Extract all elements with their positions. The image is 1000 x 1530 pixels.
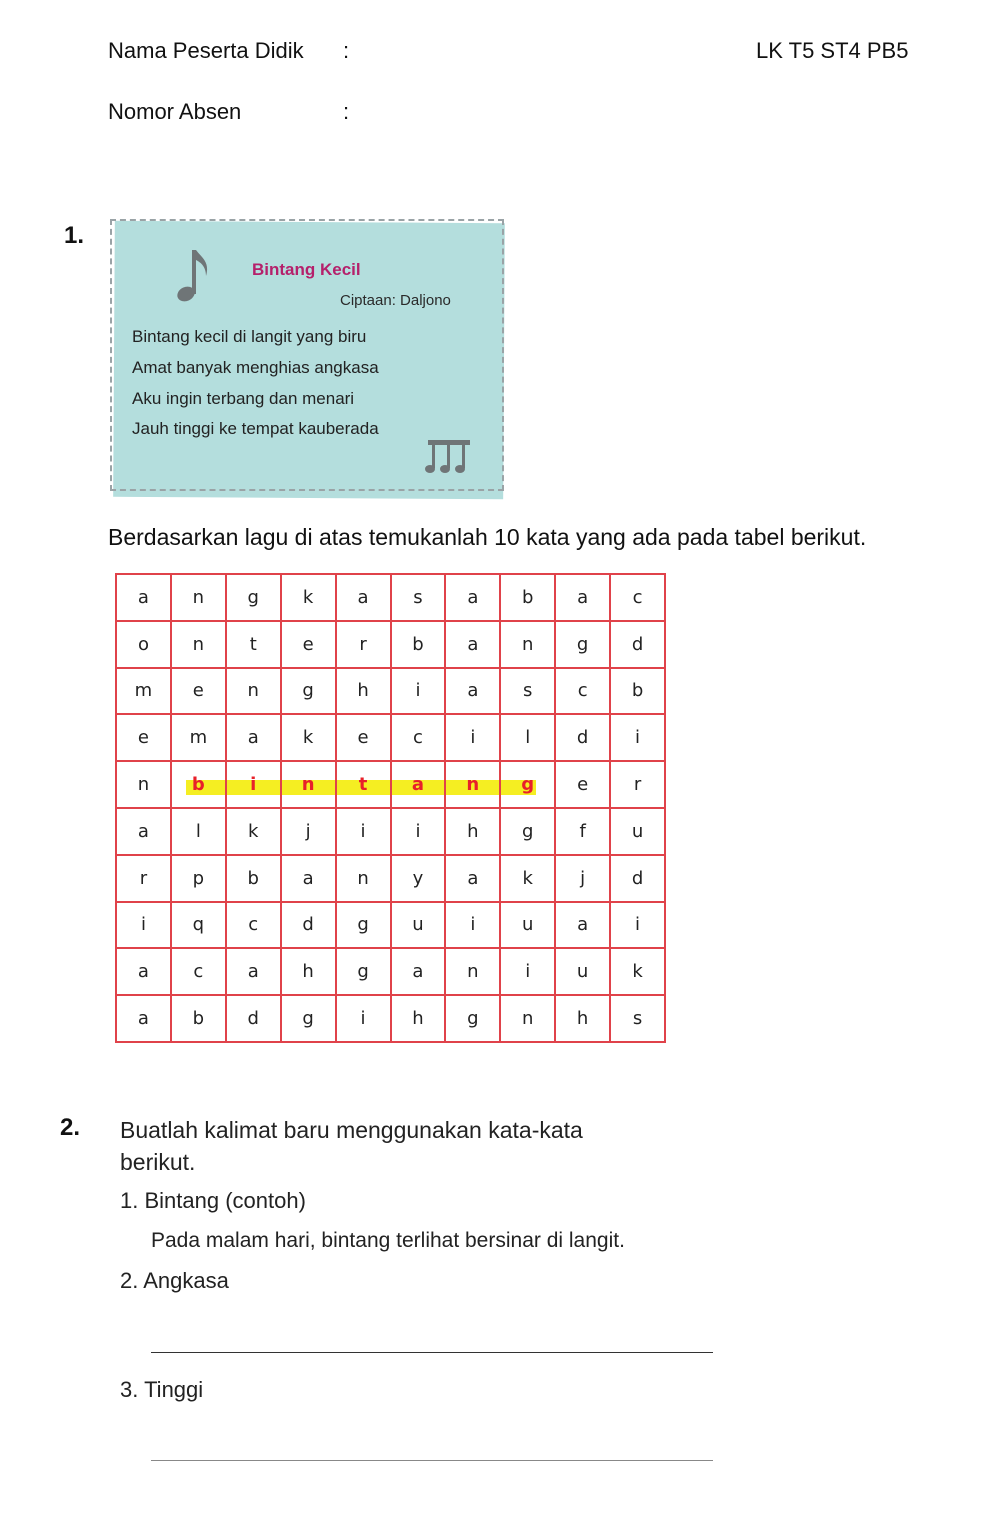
grid-cell-r7-c5[interactable]: n: [336, 855, 391, 902]
grid-cell-r10-c6[interactable]: h: [391, 995, 446, 1042]
grid-cell-r2-c7[interactable]: a: [445, 621, 500, 668]
worksheet-code: LK T5 ST4 PB5: [756, 38, 909, 63]
grid-cell-r8-c10[interactable]: i: [610, 902, 665, 949]
grid-cell-r9-c10[interactable]: k: [610, 948, 665, 995]
grid-cell-r7-c1[interactable]: r: [116, 855, 171, 902]
item-1-label: 1. Bintang (contoh): [120, 1188, 306, 1213]
grid-cell-r5-c5[interactable]: t: [336, 761, 391, 808]
grid-cell-r2-c1[interactable]: o: [116, 621, 171, 668]
music-note-icon: [170, 244, 212, 308]
grid-cell-r1-c1[interactable]: a: [116, 574, 171, 621]
grid-cell-r2-c9[interactable]: g: [555, 621, 610, 668]
grid-cell-r4-c4[interactable]: k: [281, 714, 336, 761]
grid-cell-r8-c8[interactable]: u: [500, 902, 555, 949]
lyric-line-1: Bintang kecil di langit yang biru: [132, 327, 367, 346]
word-search-grid: [115, 573, 666, 1043]
grid-cell-r1-c10[interactable]: c: [610, 574, 665, 621]
grid-cell-r3-c4[interactable]: g: [281, 668, 336, 715]
grid-cell-r2-c6[interactable]: b: [391, 621, 446, 668]
grid-cell-r2-c3[interactable]: t: [226, 621, 281, 668]
grid-cell-r6-c1[interactable]: a: [116, 808, 171, 855]
grid-cell-r8-c9[interactable]: a: [555, 902, 610, 949]
grid-cell-r4-c9[interactable]: d: [555, 714, 610, 761]
grid-cell-r8-c6[interactable]: u: [391, 902, 446, 949]
item-3-label: 3. Tinggi: [120, 1377, 204, 1402]
grid-cell-r2-c4[interactable]: e: [281, 621, 336, 668]
grid-cell-r8-c7[interactable]: i: [445, 902, 500, 949]
lyric-line-3: Aku ingin terbang dan menari: [132, 389, 355, 408]
grid-cell-r1-c8[interactable]: b: [500, 574, 555, 621]
student-name-label: Nama Peserta Didik: [108, 38, 304, 63]
grid-cell-r6-c2[interactable]: l: [171, 808, 226, 855]
grid-cell-r10-c7[interactable]: g: [445, 995, 500, 1042]
grid-cell-r7-c2[interactable]: p: [171, 855, 226, 902]
grid-cell-r3-c2[interactable]: e: [171, 668, 226, 715]
grid-cell-r1-c5[interactable]: a: [336, 574, 391, 621]
question-2-prompt-line-2: berikut.: [120, 1149, 196, 1175]
grid-cell-r10-c3[interactable]: d: [226, 995, 281, 1042]
grid-cell-r9-c6[interactable]: a: [391, 948, 446, 995]
grid-cell-r10-c2[interactable]: b: [171, 995, 226, 1042]
grid-cell-r4-c1[interactable]: e: [116, 714, 171, 761]
grid-cell-r8-c2[interactable]: q: [171, 902, 226, 949]
grid-cell-r9-c1[interactable]: a: [116, 948, 171, 995]
grid-cell-r6-c7[interactable]: h: [445, 808, 500, 855]
grid-cell-r8-c1[interactable]: i: [116, 902, 171, 949]
grid-cell-r4-c3[interactable]: a: [226, 714, 281, 761]
grid-cell-r4-c5[interactable]: e: [336, 714, 391, 761]
grid-cell-r1-c7[interactable]: a: [445, 574, 500, 621]
grid-cell-r1-c6[interactable]: s: [391, 574, 446, 621]
grid-cell-r4-c2[interactable]: m: [171, 714, 226, 761]
grid-cell-r5-c9[interactable]: e: [555, 761, 610, 808]
grid-cell-r6-c8[interactable]: g: [500, 808, 555, 855]
lyric-line-4: Jauh tinggi ke tempat kauberada: [132, 419, 379, 438]
grid-cell-r7-c4[interactable]: a: [281, 855, 336, 902]
student-name-colon: :: [343, 38, 350, 63]
grid-cell-r6-c6[interactable]: i: [391, 808, 446, 855]
grid-cell-r3-c6[interactable]: i: [391, 668, 446, 715]
grid-cell-r3-c9[interactable]: c: [555, 668, 610, 715]
grid-cell-r5-c10[interactable]: r: [610, 761, 665, 808]
grid-cell-r7-c7[interactable]: a: [445, 855, 500, 902]
grid-cell-r4-c10[interactable]: i: [610, 714, 665, 761]
grid-cell-r10-c10[interactable]: s: [610, 995, 665, 1042]
grid-cell-r3-c1[interactable]: m: [116, 668, 171, 715]
song-title: Bintang Kecil: [252, 260, 361, 279]
grid-cell-r2-c2[interactable]: n: [171, 621, 226, 668]
grid-cell-r5-c8[interactable]: g: [500, 761, 555, 808]
lyric-line-2: Amat banyak menghias angkasa: [132, 358, 379, 377]
song-author: Ciptaan: Daljono: [340, 292, 451, 309]
grid-cell-r4-c7[interactable]: i: [445, 714, 500, 761]
grid-cell-r6-c9[interactable]: f: [555, 808, 610, 855]
item-1-example-sentence: Pada malam hari, bintang terlihat bersinar di langit.: [151, 1229, 625, 1252]
grid-cell-r10-c1[interactable]: a: [116, 995, 171, 1042]
grid-cell-r9-c4[interactable]: h: [281, 948, 336, 995]
item-3-answer-line[interactable]: [151, 1460, 713, 1461]
grid-cell-r1-c9[interactable]: a: [555, 574, 610, 621]
grid-cell-r6-c10[interactable]: u: [610, 808, 665, 855]
grid-cell-r9-c9[interactable]: u: [555, 948, 610, 995]
question-2-number: 2.: [60, 1114, 81, 1141]
grid-cell-r3-c3[interactable]: n: [226, 668, 281, 715]
grid-cell-r9-c8[interactable]: i: [500, 948, 555, 995]
grid-cell-r1-c2[interactable]: n: [171, 574, 226, 621]
grid-cell-r6-c5[interactable]: i: [336, 808, 391, 855]
grid-cell-r3-c7[interactable]: a: [445, 668, 500, 715]
grid-cell-r5-c7[interactable]: n: [445, 761, 500, 808]
grid-cell-r10-c5[interactable]: i: [336, 995, 391, 1042]
item-2-label: 2. Angkasa: [120, 1268, 229, 1293]
grid-cell-r10-c9[interactable]: h: [555, 995, 610, 1042]
grid-cell-r7-c9[interactable]: j: [555, 855, 610, 902]
grid-cell-r10-c4[interactable]: g: [281, 995, 336, 1042]
grid-cell-r7-c3[interactable]: b: [226, 855, 281, 902]
question-1-number: 1.: [64, 222, 85, 249]
absence-number-label: Nomor Absen: [108, 99, 242, 124]
grid-cell-r7-c6[interactable]: y: [391, 855, 446, 902]
grid-cell-r9-c5[interactable]: g: [336, 948, 391, 995]
grid-cell-r9-c3[interactable]: a: [226, 948, 281, 995]
grid-cell-r5-c4[interactable]: n: [281, 761, 336, 808]
grid-cell-r4-c8[interactable]: l: [500, 714, 555, 761]
grid-cell-r5-c1[interactable]: n: [116, 761, 171, 808]
grid-cell-r8-c3[interactable]: c: [226, 902, 281, 949]
grid-cell-r3-c5[interactable]: h: [336, 668, 391, 715]
grid-cell-r4-c6[interactable]: c: [391, 714, 446, 761]
grid-cell-r5-c2[interactable]: b: [171, 761, 226, 808]
grid-cell-r7-c8[interactable]: k: [500, 855, 555, 902]
grid-cell-r6-c4[interactable]: j: [281, 808, 336, 855]
absence-number-colon: :: [343, 99, 350, 124]
grid-cell-r8-c5[interactable]: g: [336, 902, 391, 949]
grid-cell-r10-c8[interactable]: n: [500, 995, 555, 1042]
grid-cell-r5-c6[interactable]: a: [391, 761, 446, 808]
item-2-answer-line[interactable]: [151, 1352, 713, 1353]
grid-cell-r7-c10[interactable]: d: [610, 855, 665, 902]
question-2-prompt-line-1: Buatlah kalimat baru menggunakan kata-kata: [120, 1117, 583, 1143]
grid-cell-r9-c2[interactable]: c: [171, 948, 226, 995]
grid-cell-r3-c8[interactable]: s: [500, 668, 555, 715]
grid-cell-r1-c4[interactable]: k: [281, 574, 336, 621]
grid-cell-r3-c10[interactable]: b: [610, 668, 665, 715]
grid-cell-r1-c3[interactable]: g: [226, 574, 281, 621]
grid-cell-r6-c3[interactable]: k: [226, 808, 281, 855]
grid-cell-r2-c8[interactable]: n: [500, 621, 555, 668]
grid-cell-r8-c4[interactable]: d: [281, 902, 336, 949]
grid-cell-r2-c10[interactable]: d: [610, 621, 665, 668]
word-search-instruction: Berdasarkan lagu di atas temukanlah 10 kata yang ada pada tabel berikut.: [108, 524, 867, 550]
grid-cell-r9-c7[interactable]: n: [445, 948, 500, 995]
beamed-notes-icon: [424, 438, 472, 476]
grid-cell-r5-c3[interactable]: i: [226, 761, 281, 808]
grid-cell-r2-c5[interactable]: r: [336, 621, 391, 668]
